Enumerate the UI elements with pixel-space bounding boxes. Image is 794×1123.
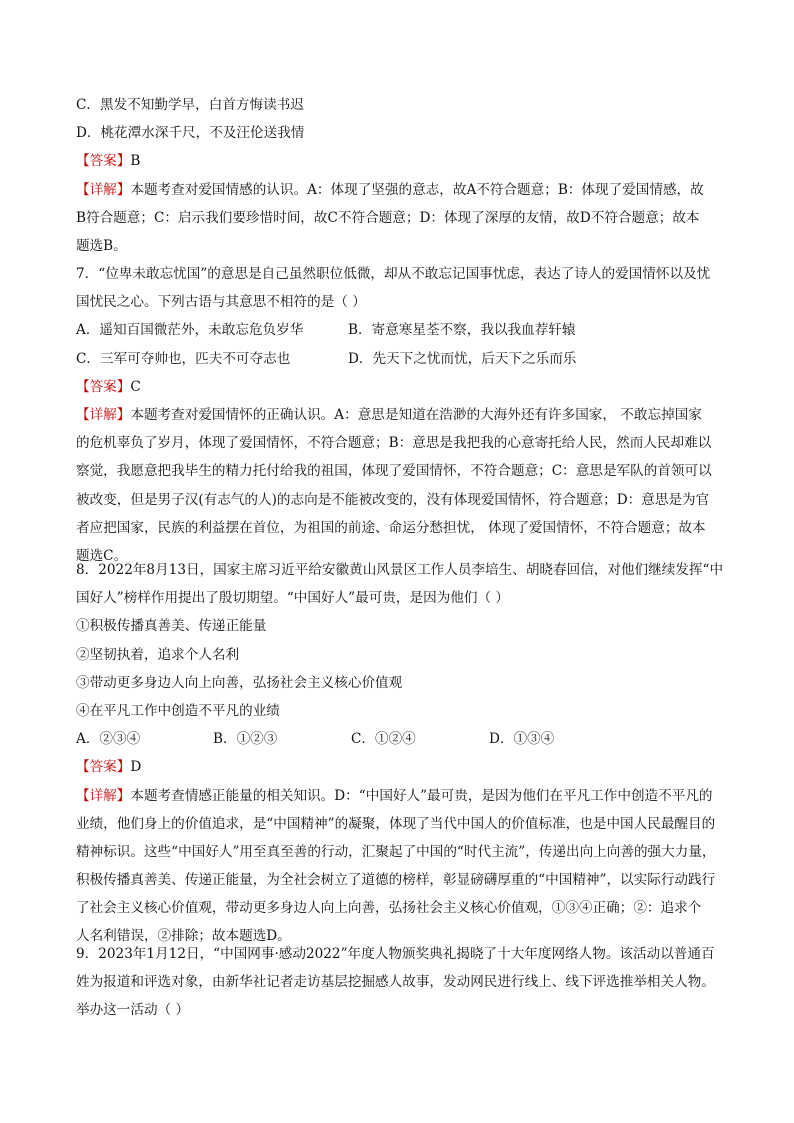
- q8-options-row: [76, 725, 724, 753]
- q7-detail-line: 【详解】本题考查对爱国情怀的正确认识。A：意思是知道在浩渺的大海外还有许多国家， 不敢忘掉国家: [76, 406, 702, 423]
- q8-option-c: C．①②④: [351, 731, 416, 748]
- q7-detail-line: 察觉，我愿意把我毕生的精力托付给我的祖国，体现了爱国情怀，不符合题意；C：意思是军队的首领可以: [76, 463, 712, 480]
- q7-options-row-2: [76, 345, 724, 373]
- q7-stem-line: 7．“位卑未敢忘忧国”的意思是自己虽然职位低微，却从不敢忘记国事忧虑，表达了诗人的爱国情怀以及忧: [76, 266, 711, 282]
- question-6-tail: [76, 91, 724, 260]
- q8-detail-line: 精神标识。这些“中国好人”用至真至善的行动，汇聚起了中国的“时代主流”，传递出向上向善的强大力量，: [76, 843, 716, 860]
- q8-option-a: A．②③④: [76, 731, 141, 748]
- q8-detail-line: 【详解】本题考查情感正能量的相关知识。D：“中国好人”最可贵，是因为他们在平凡工作中创造不平凡的: [76, 787, 713, 804]
- q8-item: ②坚韧执着，追求个人名利: [76, 646, 240, 663]
- q8-option-b: B．①②③: [213, 731, 278, 748]
- detail-tag: 【详解】: [76, 181, 131, 198]
- q9-stem-line: 举办这一活动（ ）: [76, 1002, 190, 1019]
- q6-option-c: C．黑发不知勤学早，白首方悔读书迟: [76, 97, 304, 113]
- q7-options-row-1: [76, 316, 724, 344]
- q6-detail-line: 题选B。: [76, 237, 127, 254]
- q8-option-d: D．①③④: [489, 731, 555, 748]
- q6-detail-line: B符合题意；C：启示我们要珍惜时间，故C不符合题意；D：体现了深厚的友情，故D不符合题意；故本: [76, 209, 700, 226]
- q7-detail-line: 题选C。: [76, 547, 128, 564]
- question-7: [76, 260, 724, 570]
- q9-stem-line: 姓为报道和评选对象，由新华社记者走访基层挖掘感人故事，发动网民进行线上、线下评选推举相关人物。: [76, 974, 715, 991]
- answer-tag: 【答案】: [76, 378, 131, 395]
- answer-tag: 【答案】: [76, 759, 131, 776]
- q7-option-b: B．寄意寒星荃不察，我以我血荐轩辕: [348, 322, 576, 339]
- q8-item: ①积极传播真善美、传递正能量: [76, 618, 267, 635]
- q8-detail-line: 积极传播真善美、传递正能量，为全社会树立了道德的榜样，彰显磅礴厚重的“中国精神”，以实际行动践行: [76, 872, 716, 889]
- question-8: [76, 556, 724, 951]
- q8-stem-line: 8．2022年8月13日，国家主席习近平给安徽黄山风景区工作人员李培生、胡晓春回信，对他们继续发挥“中: [76, 562, 724, 578]
- answer-value: C: [130, 378, 141, 395]
- q8-detail-line: 了社会主义核心价值观，带动更多身边人向上向善，弘扬社会主义核心价值观，①③④正确；②：追求个: [76, 900, 702, 917]
- q6-option-d: D．桃花潭水深千尺，不及汪伦送我情: [76, 125, 305, 142]
- q8-answer: [76, 753, 724, 781]
- q8-stem-line: 国好人”榜样作用提出了殷切期望。“中国好人”最可贵，是因为他们（ ）: [76, 590, 509, 607]
- q7-stem-line: 国忧民之心。下列古语与其意思不相符的是（ ）: [76, 294, 366, 311]
- q7-detail-line: 被改变，但是男子汉(有志气的人)的志向是不能被改变的，没有体现爱国情怀，符合题意；D：意思是为官: [76, 491, 710, 508]
- q7-answer: [76, 373, 724, 401]
- answer-tag: 【答案】: [76, 153, 131, 170]
- detail-tag: 【详解】: [76, 406, 131, 423]
- q8-detail-line: 人名利错误，②排除；故本题选D。: [76, 928, 291, 945]
- answer-value: B: [130, 153, 141, 170]
- q6-answer: [76, 147, 724, 175]
- q7-option-d: D．先天下之忧而忧，后天下之乐而乐: [348, 350, 577, 367]
- q8-item: ③带动更多身边人向上向善，弘扬社会主义核心价值观: [76, 674, 403, 691]
- q7-option-c: C．三军可夺帅也，匹夫不可夺志也: [76, 350, 291, 367]
- q8-item: ④在平凡工作中创造不平凡的业绩: [76, 702, 280, 719]
- detail-tag: 【详解】: [76, 787, 131, 804]
- q7-option-a: A．遥知百国微茫外，未敢忘危负岁华: [76, 322, 304, 339]
- q7-detail-line: 者应把国家，民族的利益摆在首位，为祖国的前途、命运分愁担忧， 体现了爱国情怀，不符合题意；故本: [76, 519, 706, 536]
- q9-stem-line: 9．2023年1月12日，“中国网事·感动2022”年度人物颁奖典礼揭晓了十大年度网络人物。该活动以普通百: [76, 946, 715, 962]
- q8-detail-line: 业绩，他们身上的价值追求，是“中国精神”的凝聚，体现了当代中国人的价值标准，也是中国人民最醒目的: [76, 815, 716, 832]
- answer-value: D: [130, 759, 142, 776]
- question-9: [76, 940, 724, 1025]
- q7-detail-line: 的危机辜负了岁月，体现了爱国情怀，不符合题意；B：意思是我把我的心意寄托给人民，然而人民却难以: [76, 435, 712, 452]
- q6-detail-line: 【详解】本题考查对爱国情感的认识。A：体现了坚强的意志，故A不符合题意；B：体现了爱国情感，故: [76, 181, 704, 198]
